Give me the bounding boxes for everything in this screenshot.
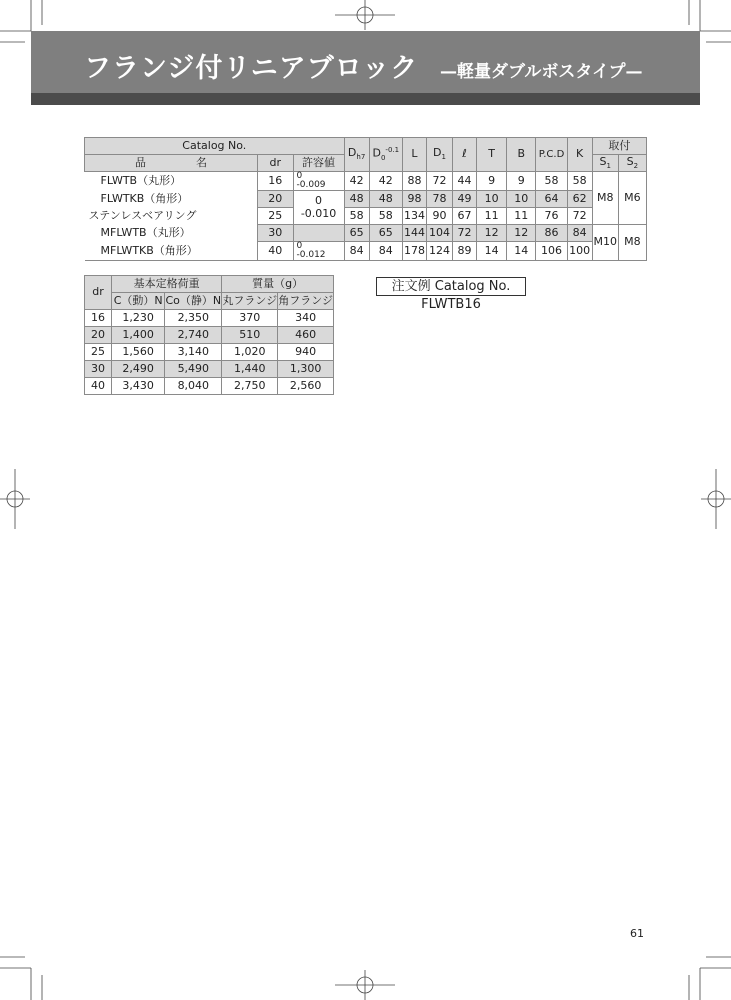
order-example-value: FLWTB16 [421, 297, 481, 312]
t-cell: 11 [476, 208, 506, 225]
d0-cell: 84 [369, 242, 402, 261]
k-cell: 72 [567, 208, 592, 225]
tolerance-cell: 0 -0.012 [293, 242, 344, 261]
s2-cell: M8 [618, 225, 646, 261]
static-load-cell: 8,040 [165, 378, 222, 395]
d0-cell: 58 [369, 208, 402, 225]
dh7-cell: 58 [344, 208, 369, 225]
l-cell: 98 [402, 191, 426, 208]
dynamic-load-cell: 3,430 [111, 378, 164, 395]
col-pcd: P.C.D [536, 138, 567, 172]
dr-header: dr [85, 276, 112, 310]
col-k: K [567, 138, 592, 172]
dynamic-load-cell: 2,490 [111, 361, 164, 378]
dr-cell: 30 [258, 225, 293, 242]
square-mass-cell: 1,300 [278, 361, 334, 378]
l-cell: 134 [402, 208, 426, 225]
spec-table [84, 137, 647, 261]
ell-cell: 89 [453, 242, 477, 261]
round-mass-cell: 1,440 [222, 361, 278, 378]
ell-cell: 67 [453, 208, 477, 225]
dh7-cell: 48 [344, 191, 369, 208]
name-header: 品 名 [85, 155, 258, 172]
load-rating-table [84, 275, 334, 395]
col-s2: $S_2$ [618, 155, 646, 172]
dr-cell: 25 [85, 344, 112, 361]
round-mass-cell: 370 [222, 310, 278, 327]
b-cell: 12 [507, 225, 536, 242]
tolerance-header: 許容値 [293, 155, 344, 172]
s2-cell: M6 [618, 172, 646, 225]
k-cell: 100 [567, 242, 592, 261]
d1-cell: 104 [426, 225, 452, 242]
tolerance-cell: 0 -0.009 [293, 172, 344, 191]
dr-cell: 16 [258, 172, 293, 191]
col-s1: $S_1$ [592, 155, 618, 172]
d0-cell: 48 [369, 191, 402, 208]
dr-cell: 30 [85, 361, 112, 378]
product-name: ステンレスベアリング [85, 208, 258, 225]
static-load-cell: 3,140 [165, 344, 222, 361]
square-mass-cell: 460 [278, 327, 334, 344]
t-cell: 14 [476, 242, 506, 261]
dynamic-load-cell: 1,400 [111, 327, 164, 344]
round-mass-cell: 2,750 [222, 378, 278, 395]
d1-cell: 124 [426, 242, 452, 261]
d1-cell: 72 [426, 172, 452, 191]
dynamic-load-cell: 1,230 [111, 310, 164, 327]
d0-cell: 42 [369, 172, 402, 191]
tolerance-cell [293, 225, 344, 242]
pcd-cell: 86 [536, 225, 567, 242]
product-name: FLWTKB（角形） [85, 191, 258, 208]
mount-header: 取付 [592, 138, 646, 155]
load-rating-header: 基本定格荷重 [111, 276, 221, 293]
t-cell: 10 [476, 191, 506, 208]
page-number: 61 [630, 927, 644, 940]
pcd-cell: 106 [536, 242, 567, 261]
dr-header: dr [258, 155, 293, 172]
round-mass-cell: 1,020 [222, 344, 278, 361]
d1-cell: 90 [426, 208, 452, 225]
product-name: MFLWTKB（角形） [85, 242, 258, 261]
b-cell: 10 [507, 191, 536, 208]
order-example-label: 注文例 Catalog No. [376, 277, 526, 296]
col-dh7: $D_{h7}$ [344, 138, 369, 172]
page-subtitle: —軽量ダブルボスタイプ— [440, 62, 643, 82]
dr-cell: 25 [258, 208, 293, 225]
round-flange-header: 丸フランジ [222, 293, 278, 310]
col-t: T [476, 138, 506, 172]
static-load-cell: 2,740 [165, 327, 222, 344]
catalog-header: Catalog No. [85, 138, 345, 155]
b-cell: 9 [507, 172, 536, 191]
dh7-cell: 65 [344, 225, 369, 242]
k-cell: 58 [567, 172, 592, 191]
dr-cell: 40 [258, 242, 293, 261]
static-load-cell: 2,350 [165, 310, 222, 327]
mass-header: 質量（g） [222, 276, 334, 293]
dr-cell: 40 [85, 378, 112, 395]
col-l-length: L [402, 138, 426, 172]
pcd-cell: 64 [536, 191, 567, 208]
t-cell: 9 [476, 172, 506, 191]
tolerance-cell: 0 -0.010 [293, 191, 344, 225]
d1-cell: 78 [426, 191, 452, 208]
pcd-cell: 76 [536, 208, 567, 225]
k-cell: 62 [567, 191, 592, 208]
col-ell: ℓ [453, 138, 477, 172]
round-mass-cell: 510 [222, 327, 278, 344]
dr-cell: 16 [85, 310, 112, 327]
dr-cell: 20 [85, 327, 112, 344]
dh7-cell: 42 [344, 172, 369, 191]
static-load-header: Co（静）N [165, 293, 222, 310]
square-mass-cell: 340 [278, 310, 334, 327]
dynamic-load-header: C（動）N [111, 293, 164, 310]
s1-cell: M10 [592, 225, 618, 261]
k-cell: 84 [567, 225, 592, 242]
col-b: B [507, 138, 536, 172]
d0-cell: 65 [369, 225, 402, 242]
b-cell: 14 [507, 242, 536, 261]
l-cell: 88 [402, 172, 426, 191]
header-underline [31, 93, 700, 105]
col-d0: $D_0^{-0.1}$ [369, 138, 402, 172]
product-name: MFLWTB（丸形） [85, 225, 258, 242]
ell-cell: 49 [453, 191, 477, 208]
s1-cell: M8 [592, 172, 618, 225]
square-mass-cell: 2,560 [278, 378, 334, 395]
dh7-cell: 84 [344, 242, 369, 261]
l-cell: 178 [402, 242, 426, 261]
square-mass-cell: 940 [278, 344, 334, 361]
t-cell: 12 [476, 225, 506, 242]
col-d1: $D_1$ [426, 138, 452, 172]
l-cell: 144 [402, 225, 426, 242]
dr-cell: 20 [258, 191, 293, 208]
dynamic-load-cell: 1,560 [111, 344, 164, 361]
product-name: FLWTB（丸形） [85, 172, 258, 191]
page-title: フランジ付リニアブロック [84, 53, 419, 84]
static-load-cell: 5,490 [165, 361, 222, 378]
b-cell: 11 [507, 208, 536, 225]
square-flange-header: 角フランジ [278, 293, 334, 310]
ell-cell: 44 [453, 172, 477, 191]
ell-cell: 72 [453, 225, 477, 242]
pcd-cell: 58 [536, 172, 567, 191]
